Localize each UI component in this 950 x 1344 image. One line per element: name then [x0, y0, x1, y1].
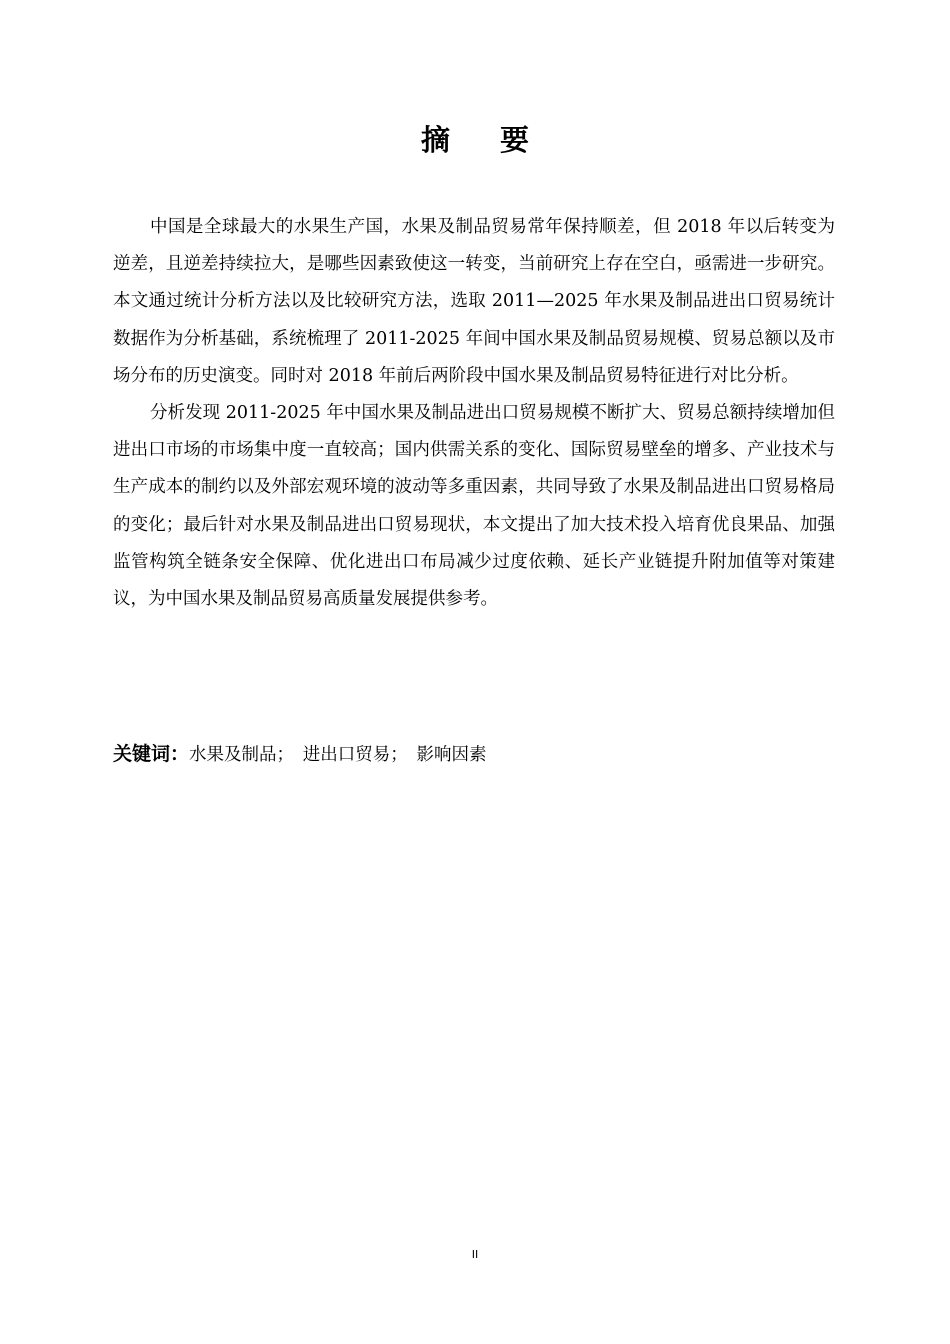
- abstract-paragraph-1: 中国是全球最大的水果生产国，水果及制品贸易常年保持顺差，但 2018 年以后转变为逆差，且逆差持续拉大，是哪些因素致使这一转变，当前研究上存在空白，亟需进一步研究。本文通过统计分析方法以及比较研究方法，选取 2011—2025 年水果及制品进出口贸易统计数据作为分析基础，系统梳理了 2011-2025 年间中国水果及制品贸易规模、贸易总额以及市场分布的历史演变。同时对 2018 年前后两阶段中国水果及制品贸易特征进行对比分析。: [113, 217, 835, 386]
- keywords-label: 关键词：: [113, 743, 190, 765]
- keywords-line: [113, 736, 835, 773]
- keyword-item: 水果及制品；: [189, 745, 295, 765]
- keyword-item: 影响因素: [416, 745, 487, 765]
- abstract-body: [113, 209, 835, 618]
- keyword-item: 进出口贸易；: [302, 745, 408, 765]
- abstract-title: 摘要: [420, 123, 579, 157]
- abstract-paragraph-2: 分析发现 2011-2025 年中国水果及制品进出口贸易规模不断扩大、贸易总额持续增加但进出口市场的市场集中度一直较高；国内供需关系的变化、国际贸易壁垒的增多、产业技术与生产成本的制约以及外部宏观环境的波动等多重因素，共同导致了水果及制品进出口贸易格局的变化；最后针对水果及制品进出口贸易现状，本文提出了加大技术投入培育优良果品、加强监管构筑全链条安全保障、优化进出口布局减少过度依赖、延长产业链提升附加值等对策建议，为中国水果及制品贸易高质量发展提供参考。: [113, 403, 835, 610]
- page-number: II: [471, 1248, 479, 1261]
